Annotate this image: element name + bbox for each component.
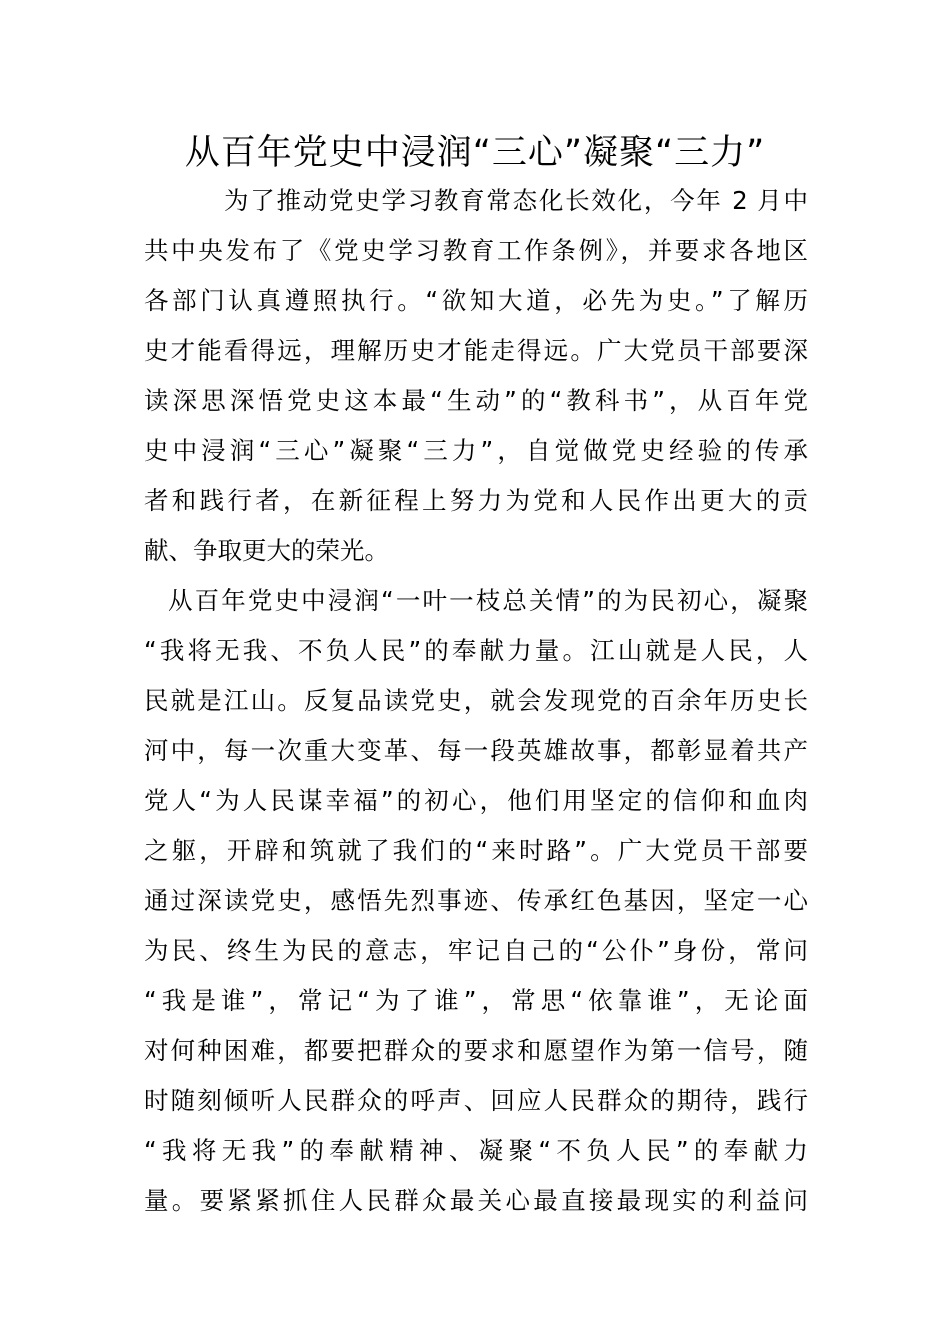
page-title: 从百年党史中浸润“三心”凝聚“三力” — [184, 133, 766, 173]
paragraph-1 — [144, 176, 808, 576]
text-line: 民就是江山。反复品读党史，就会发现党的百余年历史长 — [144, 686, 808, 715]
text-line: 者和践行者，在新征程上努力为党和人民作出更大的贡 — [144, 486, 808, 515]
text-line: 党人“为人民谋幸福”的初心，他们用坚定的信仰和血肉 — [144, 786, 808, 815]
text-line: “我是谁”，常记“为了谁”，常思“依靠谁”，无论面 — [144, 986, 808, 1015]
text-line: 读深思深悟党史这本最“生动”的“教科书”，从百年党 — [144, 386, 808, 415]
text-line: 通过深读党史，感悟先烈事迹、传承红色基因，坚定一心 — [144, 886, 808, 915]
text-line: 从百年党史中浸润“一叶一枝总关情”的为民初心，凝聚 — [168, 586, 808, 615]
text-line: 史中浸润“三心”凝聚“三力”，自觉做党史经验的传承 — [144, 436, 808, 465]
text-line: 献、争取更大的荣光。 — [144, 536, 389, 565]
text-line: 为了推动党史学习教育常态化长效化，今年 2 月中 — [224, 186, 808, 215]
text-line: 对何种困难，都要把群众的要求和愿望作为第一信号，随 — [144, 1036, 808, 1065]
text-line: 为民、终生为民的意志，牢记自己的“公仆”身份，常问 — [144, 936, 808, 965]
text-line: 时随刻倾听人民群众的呼声、回应人民群众的期待，践行 — [144, 1086, 808, 1115]
document-body — [144, 176, 808, 1226]
text-line: 共中央发布了《党史学习教育工作条例》，并要求各地区 — [144, 236, 808, 265]
paragraph-2 — [144, 576, 808, 1226]
text-line: “我将无我、不负人民”的奉献力量。江山就是人民，人 — [144, 636, 808, 665]
text-line: 量。要紧紧抓住人民群众最关心最直接最现实的利益问 — [144, 1186, 808, 1215]
text-line: 之躯，开辟和筑就了我们的“来时路”。广大党员干部要 — [144, 836, 808, 865]
text-line: 河中，每一次重大变革、每一段英雄故事，都彰显着共产 — [144, 736, 808, 765]
text-line: 各部门认真遵照执行。“欲知大道，必先为史。”了解历 — [144, 286, 808, 315]
text-line: “我将无我”的奉献精神、凝聚“不负人民”的奉献力 — [144, 1136, 808, 1165]
text-line: 史才能看得远，理解历史才能走得远。广大党员干部要深 — [144, 336, 808, 365]
